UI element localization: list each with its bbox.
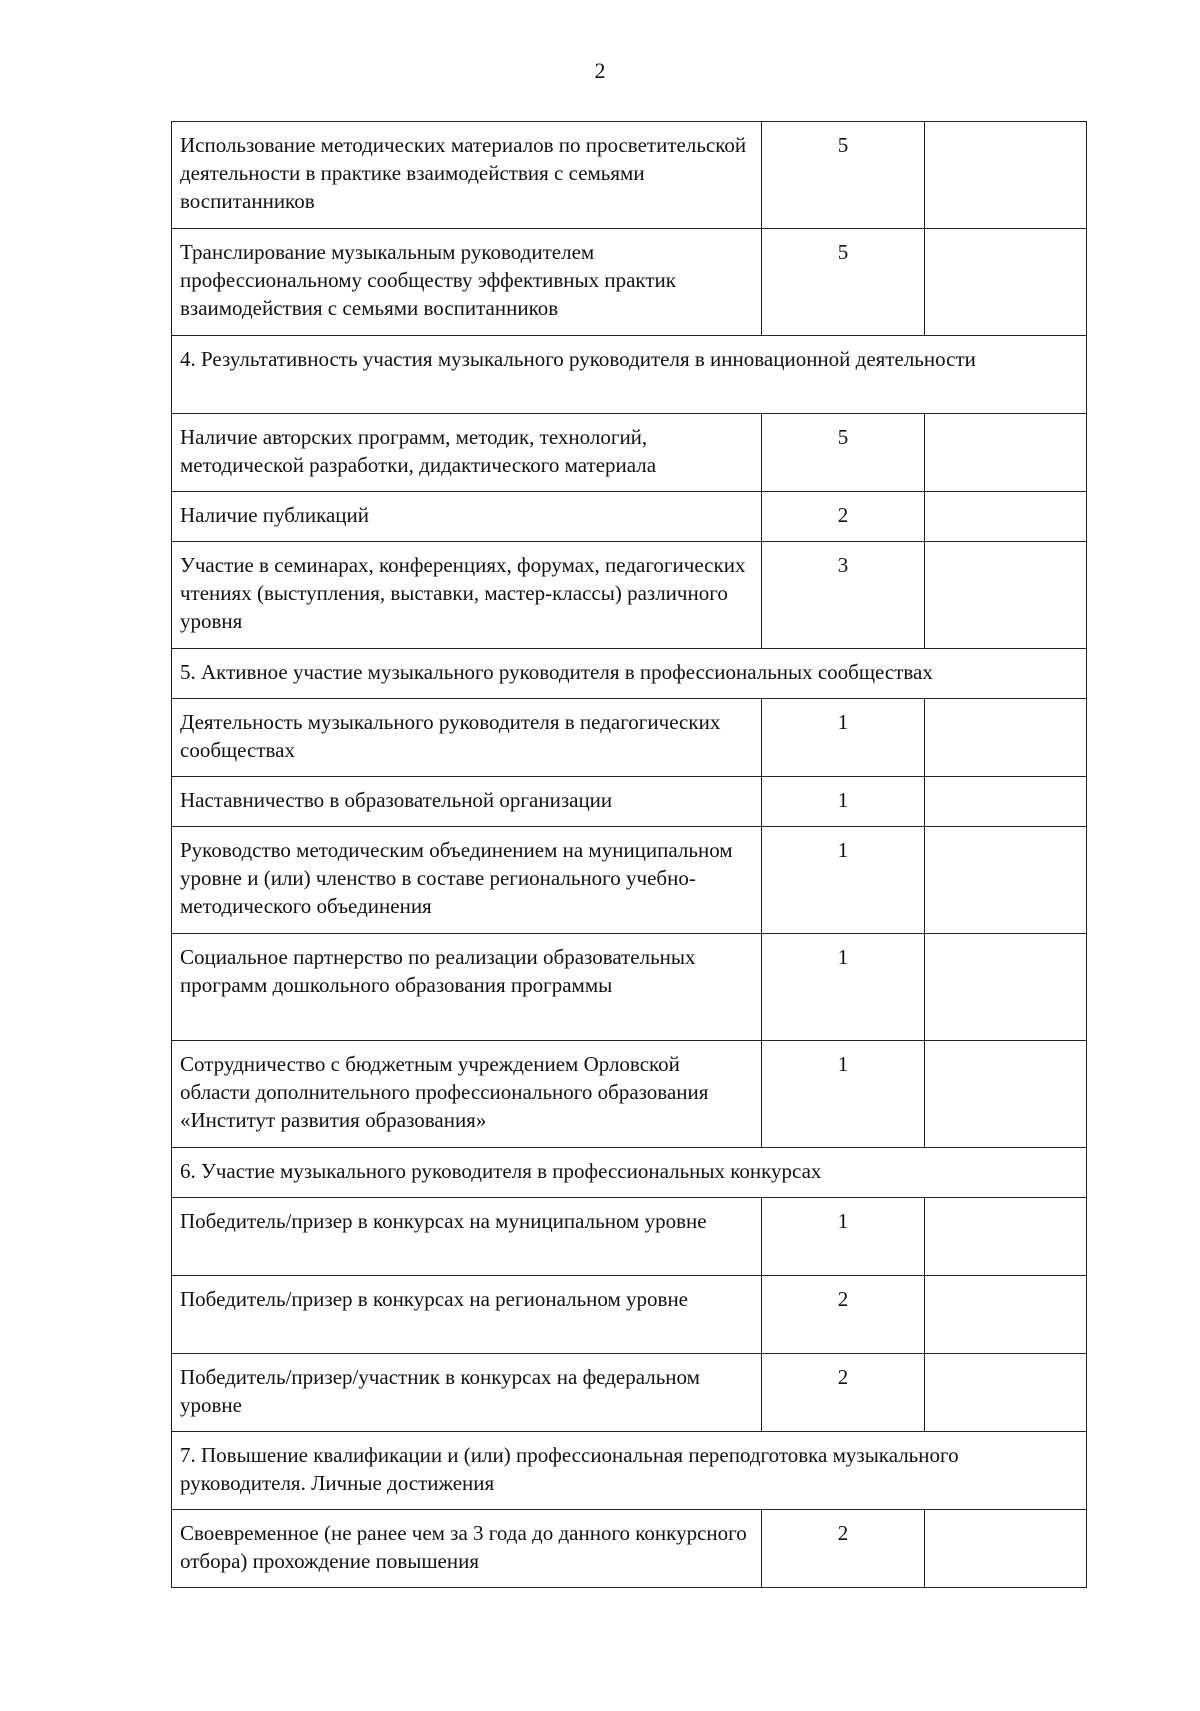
criterion-points-cell: [925, 492, 1087, 542]
criterion-score: 1: [762, 934, 925, 1041]
criterion-text: Использование методических материалов по просветительской деятельности в практике взаимодействия с семьями воспитанников: [172, 122, 762, 229]
section-row: [172, 649, 1087, 699]
criterion-points-cell: [925, 699, 1087, 777]
criterion-points-cell: [925, 1041, 1087, 1148]
criterion-points-cell: [925, 1510, 1087, 1588]
page-number: 2: [594, 58, 606, 83]
criterion-score: 3: [762, 542, 925, 649]
criteria-row: [172, 1276, 1087, 1354]
criteria-row: [172, 1510, 1087, 1588]
criterion-text: Наставничество в образовательной организации: [172, 777, 762, 827]
criterion-points-cell: [925, 1354, 1087, 1432]
criterion-points-cell: [925, 1198, 1087, 1276]
criterion-points-cell: [925, 777, 1087, 827]
criterion-score: 1: [762, 1198, 925, 1276]
criteria-row: [172, 1354, 1087, 1432]
criterion-points-cell: [925, 414, 1087, 492]
criterion-text: Сотрудничество с бюджетным учреждением Орловской области дополнительного профессионального образования «Институт развития образования»: [172, 1041, 762, 1148]
criterion-score: 5: [762, 414, 925, 492]
criterion-text: Победитель/призер/участник в конкурсах на федеральном уровне: [172, 1354, 762, 1432]
criterion-text: Руководство методическим объединением на муниципальном уровне и (или) членство в составе регионального учебно-методического объединения: [172, 827, 762, 934]
section-row: [172, 336, 1087, 414]
criterion-text: Транслирование музыкальным руководителем профессиональному сообществу эффективных практик взаимодействия с семьями воспитанников: [172, 229, 762, 336]
criteria-row: [172, 492, 1087, 542]
criterion-text: Социальное партнерство по реализации образовательных программ дошкольного образования программы: [172, 934, 762, 1041]
criteria-row: [172, 1041, 1087, 1148]
criterion-score: 2: [762, 492, 925, 542]
criterion-score: 1: [762, 777, 925, 827]
section-heading: 7. Повышение квалификации и (или) профессиональная переподготовка музыкального руководителя. Личные достижения: [172, 1432, 1087, 1510]
criterion-score: 5: [762, 229, 925, 336]
criteria-row: [172, 122, 1087, 229]
criterion-text: Наличие авторских программ, методик, технологий, методической разработки, дидактического материала: [172, 414, 762, 492]
criterion-text: Деятельность музыкального руководителя в педагогических сообществах: [172, 699, 762, 777]
criteria-row: [172, 934, 1087, 1041]
section-row: [172, 1432, 1087, 1510]
criteria-row: [172, 414, 1087, 492]
criterion-score: 5: [762, 122, 925, 229]
criterion-text: Победитель/призер в конкурсах на региональном уровне: [172, 1276, 762, 1354]
section-heading: 5. Активное участие музыкального руководителя в профессиональных сообществах: [172, 649, 1087, 699]
criterion-points-cell: [925, 542, 1087, 649]
criterion-points-cell: [925, 229, 1087, 336]
criterion-score: 2: [762, 1510, 925, 1588]
criterion-points-cell: [925, 934, 1087, 1041]
criterion-points-cell: [925, 122, 1087, 229]
section-heading: 4. Результативность участия музыкального руководителя в инновационной деятельности: [172, 336, 1087, 414]
criterion-text: Своевременное (не ранее чем за 3 года до данного конкурсного отбора) прохождение повышения: [172, 1510, 762, 1588]
criterion-score: 1: [762, 1041, 925, 1148]
criterion-score: 2: [762, 1276, 925, 1354]
criteria-row: [172, 542, 1087, 649]
criterion-text: Участие в семинарах, конференциях, форумах, педагогических чтениях (выступления, выставки, мастер-классы) различного уровня: [172, 542, 762, 649]
criteria-row: [172, 699, 1087, 777]
criteria-table: [171, 121, 1087, 1588]
criteria-row: [172, 827, 1087, 934]
section-heading: 6. Участие музыкального руководителя в профессиональных конкурсах: [172, 1148, 1087, 1198]
criterion-text: Победитель/призер в конкурсах на муниципальном уровне: [172, 1198, 762, 1276]
criterion-score: 1: [762, 699, 925, 777]
criterion-points-cell: [925, 827, 1087, 934]
criteria-row: [172, 1198, 1087, 1276]
criteria-row: [172, 777, 1087, 827]
criteria-table-body: [172, 122, 1087, 1588]
section-row: [172, 1148, 1087, 1198]
criterion-score: 1: [762, 827, 925, 934]
criterion-text: Наличие публикаций: [172, 492, 762, 542]
criterion-points-cell: [925, 1276, 1087, 1354]
criterion-score: 2: [762, 1354, 925, 1432]
criteria-row: [172, 229, 1087, 336]
